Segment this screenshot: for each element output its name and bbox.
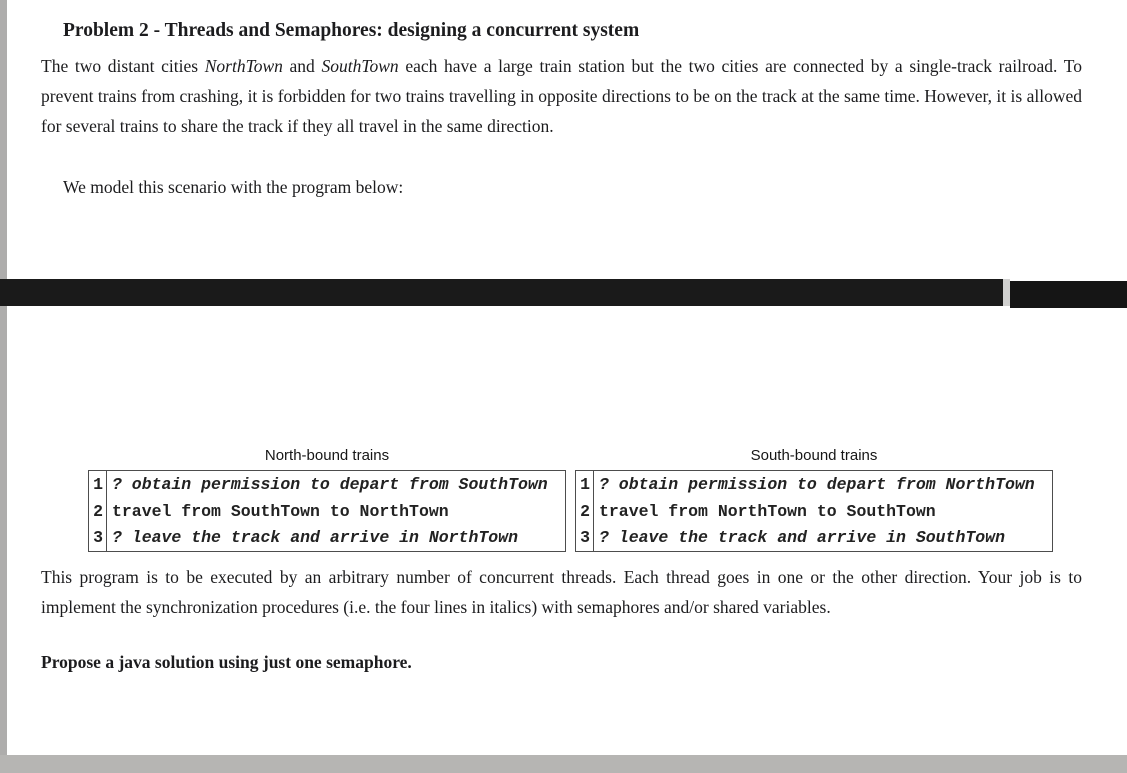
outro-paragraph: This program is to be executed by an arbitrary number of concurrent threads. Each thread goes in one or the other direction. Your job is to implement the synchronization procedures (i.e. the four lines in italics) with semaphores and/or shared variables. xyxy=(41,567,1082,617)
table-row xyxy=(576,525,1053,552)
redaction-bar-right-segment xyxy=(1010,281,1127,308)
north-code-table xyxy=(88,470,566,552)
line-number: 1 xyxy=(89,471,107,498)
model-sentence: We model this scenario with the program below: xyxy=(63,177,404,197)
intro-text-2: and xyxy=(282,56,322,76)
table-row xyxy=(576,471,1053,498)
intro-paragraph xyxy=(41,51,1082,141)
intro-text-1: The two distant cities xyxy=(41,56,205,76)
redaction-bar-gap xyxy=(1003,279,1010,306)
line-number: 3 xyxy=(576,525,594,552)
code-line: ? leave the track and arrive in NorthTown xyxy=(112,528,518,548)
city-name-southtown: SouthTown xyxy=(321,56,399,76)
code-line: travel from NorthTown to SouthTown xyxy=(599,501,936,521)
code-line: ? obtain permission to depart from NorthTown xyxy=(599,474,1035,494)
south-code-table xyxy=(575,470,1053,552)
line-number: 3 xyxy=(89,525,107,552)
code-line: ? leave the track and arrive in SouthTown xyxy=(599,528,1005,548)
program-tables xyxy=(88,447,1053,552)
north-bound-block xyxy=(88,447,566,552)
page-left-edge xyxy=(0,0,7,773)
task-sentence: Propose a java solution using just one semaphore. xyxy=(41,652,412,672)
code-line: travel from SouthTown to NorthTown xyxy=(112,501,449,521)
table-row xyxy=(89,498,566,525)
line-number: 2 xyxy=(576,498,594,525)
redaction-bar xyxy=(0,279,1003,306)
table-row xyxy=(576,498,1053,525)
city-name-northtown: NorthTown xyxy=(204,56,283,76)
problem-title: Problem 2 - Threads and Semaphores: designing a concurrent system xyxy=(63,20,640,41)
line-number: 2 xyxy=(89,498,107,525)
table-row xyxy=(89,471,566,498)
north-table-caption: North-bound trains xyxy=(264,447,390,464)
page-bottom-edge xyxy=(0,755,1127,773)
intro-text-3: each have a large train station but the two cities are connected by a single-track railroad. To prevent trains from crashing, it is forbidden for two trains travelling in opposite directions to be on the track at the same time. However, it is allowed for several trains to share the track if they all travel in the same direction. xyxy=(41,56,1082,136)
south-bound-block xyxy=(575,447,1053,552)
code-line: ? obtain permission to depart from SouthTown xyxy=(112,474,548,494)
table-row xyxy=(89,525,566,552)
line-number: 1 xyxy=(576,471,594,498)
south-table-caption: South-bound trains xyxy=(750,447,878,464)
